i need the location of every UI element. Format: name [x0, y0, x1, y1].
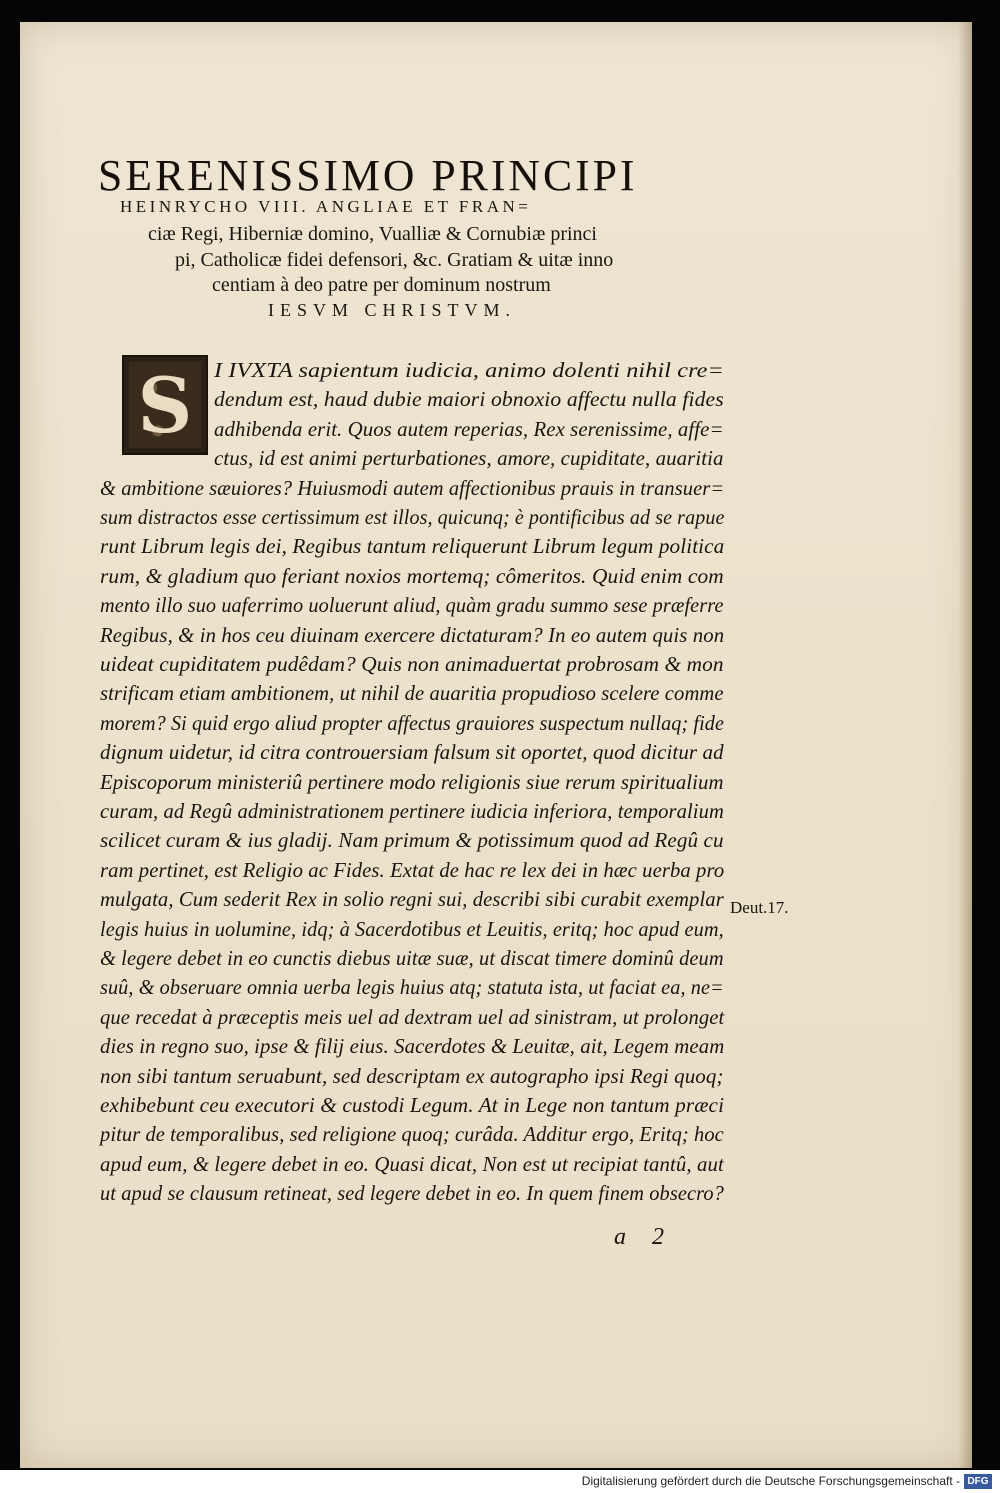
- heading-line-1: HEINRYCHO VIII. ANGLIAE ET FRAN=: [120, 197, 532, 216]
- dfg-logo: DFG: [964, 1474, 992, 1489]
- heading-line-2: ciæ Regi, Hiberniæ domino, Vualliæ & Cornubiæ princi: [148, 223, 597, 245]
- heading-line-5: IESVM CHRISTVM.: [268, 300, 517, 320]
- body-line: & legere debet in eo cunctis diebus uitæ suæ, ut discat timere dominû deum: [100, 946, 724, 970]
- body-line: legis huius in uolumine, idq; à Sacerdotibus et Leuitis, eritq; hoc apud eum,: [100, 916, 724, 941]
- footer-credit: Digitalisierung gefördert durch die Deutsche Forschungsgemeinschaft -: [581, 1474, 960, 1488]
- body-line: mulgata, Cum sederit Rex in solio regni sui, describi sibi curabit exemplar: [100, 887, 724, 912]
- heading-line-3: pi, Catholicæ fidei defensori, &c. Gratiam & uitæ inno: [175, 249, 614, 271]
- body-line: dies in regno suo, ipse & filij eius. Sacerdotes & Leuitæ, ait, Legem meam: [100, 1034, 725, 1059]
- body-line: Episcoporum ministeriû pertinere modo religionis siue rerum spiritualium: [100, 769, 724, 794]
- body-line: exhibebunt ceu executori & custodi Legum. At in Lege non tantum præci: [100, 1093, 725, 1117]
- body-line: scilicet curam & ius gladij. Nam primum & potissimum quod ad Regû cu: [100, 828, 724, 853]
- decorated-initial: [122, 355, 208, 455]
- body-line: strificam etiam ambitionem, ut nihil de auaritia propudioso scelere comme: [100, 681, 724, 706]
- heading-line-4: centiam à deo patre per dominum nostrum: [212, 274, 551, 296]
- body-line: ut apud se clausum retineat, sed legere debet in eo. In quem finem obsecro?: [100, 1181, 724, 1206]
- margin-note: Deut.17.: [730, 898, 789, 917]
- body-line: rum, & gladium quo feriant noxios mortemq; cômeritos. Quid enim com: [100, 563, 724, 588]
- body-line: sum distractos esse certissimum est illos, quicunq; è pontificibus ad se rapue: [100, 505, 725, 529]
- body-line: dignum uidetur, id citra controuersiam falsum sit oportet, quod dicitur ad: [100, 740, 724, 765]
- initial-letter: S: [129, 362, 201, 448]
- body-line: suû, & obseruare omnia uerba legis huius atq; statuta ista, ut faciat ea, ne=: [100, 975, 724, 1000]
- body-line: morem? Si quid ergo aliud propter affectus grauiores suspectum nullaq; fide: [100, 710, 724, 735]
- body-line: ctus, id est animi perturbationes, amore, cupiditate, auaritia: [214, 446, 724, 471]
- body-line: que recedat à præceptis meis uel ad dextram uel ad sinistram, ut prolonget: [100, 1004, 725, 1029]
- body-line: I IVXTA sapientum iudicia, animo dolenti nihil cre=: [214, 358, 724, 382]
- body-line: ram pertinet, est Religio ac Fides. Extat de hac re lex dei in hæc uerba pro: [100, 857, 725, 882]
- body-line: uideat cupiditatem pudêdam? Quis non animaduertat probrosam & mon: [100, 652, 724, 676]
- body-line: non sibi tantum seruabunt, sed descriptam ex autographo ipsi Regi quoq;: [100, 1063, 724, 1088]
- page-title: SERENISSIMO PRINCIPI: [98, 151, 638, 200]
- body-line: pitur de temporalibus, sed religione quoq; curâda. Additur ergo, Eritq; hoc: [100, 1122, 724, 1147]
- body-line: runt Librum legis dei, Regibus tantum reliquerunt Librum legum politica: [100, 534, 725, 559]
- body-line: apud eum, & legere debet in eo. Quasi dicat, Non est ut recipiat tantû, aut: [100, 1151, 724, 1176]
- body-line: Regibus, & in hos ceu diuinam exercere dictaturam? In eo autem quis non: [100, 622, 725, 647]
- body-line: & ambitione sæuiores? Huiusmodi autem affectionibus prauis in transuer=: [100, 475, 725, 500]
- body-line: adhibenda erit. Quos autem reperias, Rex serenissime, affe=: [214, 416, 724, 441]
- body-line: mento illo suo uaferrimo uoluerunt aliud, quàm gradu summo sese præferre: [100, 593, 724, 618]
- page-edge-shadow: [958, 22, 972, 1468]
- body-line: curam, ad Regû administrationem pertinere iudicia inferiora, temporalium: [100, 799, 724, 823]
- body-line: dendum est, haud dubie maiori obnoxio affectu nulla fides: [214, 387, 724, 412]
- signature-mark: a 2: [614, 1224, 674, 1250]
- footer-bar: [0, 1470, 1000, 1493]
